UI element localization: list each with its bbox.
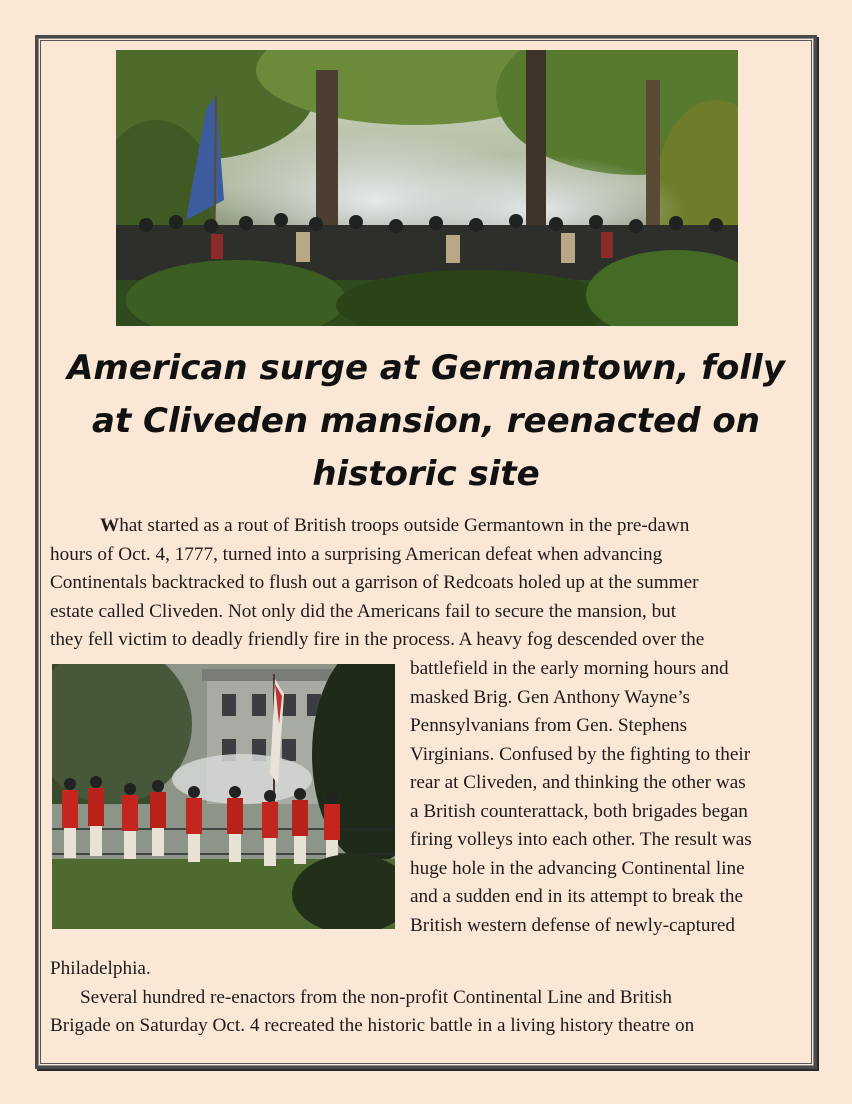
paragraph-line: they fell victim to deadly friendly fire in the process. A heavy fog descended over the — [50, 629, 705, 650]
article-paragraph-1 — [50, 512, 802, 655]
paragraph-line: Pennsylvanians from Gen. Stephens — [410, 715, 688, 736]
paragraph-line: Philadelphia. — [50, 958, 151, 979]
headline-line: American surge at Germantown, folly — [67, 348, 785, 388]
paragraph-line: Virginians. Confused by the fighting to their — [410, 743, 751, 765]
paragraph-line: Several hundred re-enactors from the non-profit Continental Line and British — [80, 986, 672, 1008]
headline-line: at Cliveden mansion, reenacted on — [92, 401, 760, 441]
paragraph-line: British western defense of newly-captured — [410, 914, 736, 936]
paragraph-line: hours of Oct. 4, 1777, turned into a surprising American defeat when advancing — [50, 543, 663, 565]
article-paragraph-2 — [50, 955, 802, 1041]
paragraph-line: estate called Cliveden. Not only did the Americans fail to secure the mansion, but — [50, 600, 677, 622]
redcoats-cliveden-photo — [52, 664, 395, 929]
paragraph-line — [50, 512, 802, 541]
paragraph-line: masked Brig. Gen Anthony Wayne’s — [410, 686, 691, 708]
paragraph-line: battlefield in the early morning hours and — [410, 658, 729, 679]
article-paragraph-1-wrapped — [410, 655, 802, 940]
paragraph-line: and a sudden end in its attempt to break the — [410, 886, 744, 907]
headline-line: historic site — [312, 454, 540, 494]
paragraph-line: Brigade on Saturday Oct. 4 recreated the historic battle in a living history theatre on — [50, 1015, 695, 1036]
paragraph-line: Continentals backtracked to flush out a garrison of Redcoats holed up at the summer — [50, 572, 699, 593]
paragraph-line: huge hole in the advancing Continental line — [410, 857, 745, 879]
article-headline — [44, 342, 808, 501]
paragraph-line: firing volleys into each other. The result was — [410, 829, 752, 850]
paragraph-line: a British counterattack, both brigades began — [410, 800, 748, 822]
paragraph-line: rear at Cliveden, and thinking the other was — [410, 772, 746, 793]
battle-reenactment-forest-photo — [116, 50, 738, 326]
paragraph-line-text: hat started as a rout of British troops outside Germantown in the pre-dawn — [119, 515, 690, 536]
paragraph-lead-letter: W — [100, 515, 120, 536]
